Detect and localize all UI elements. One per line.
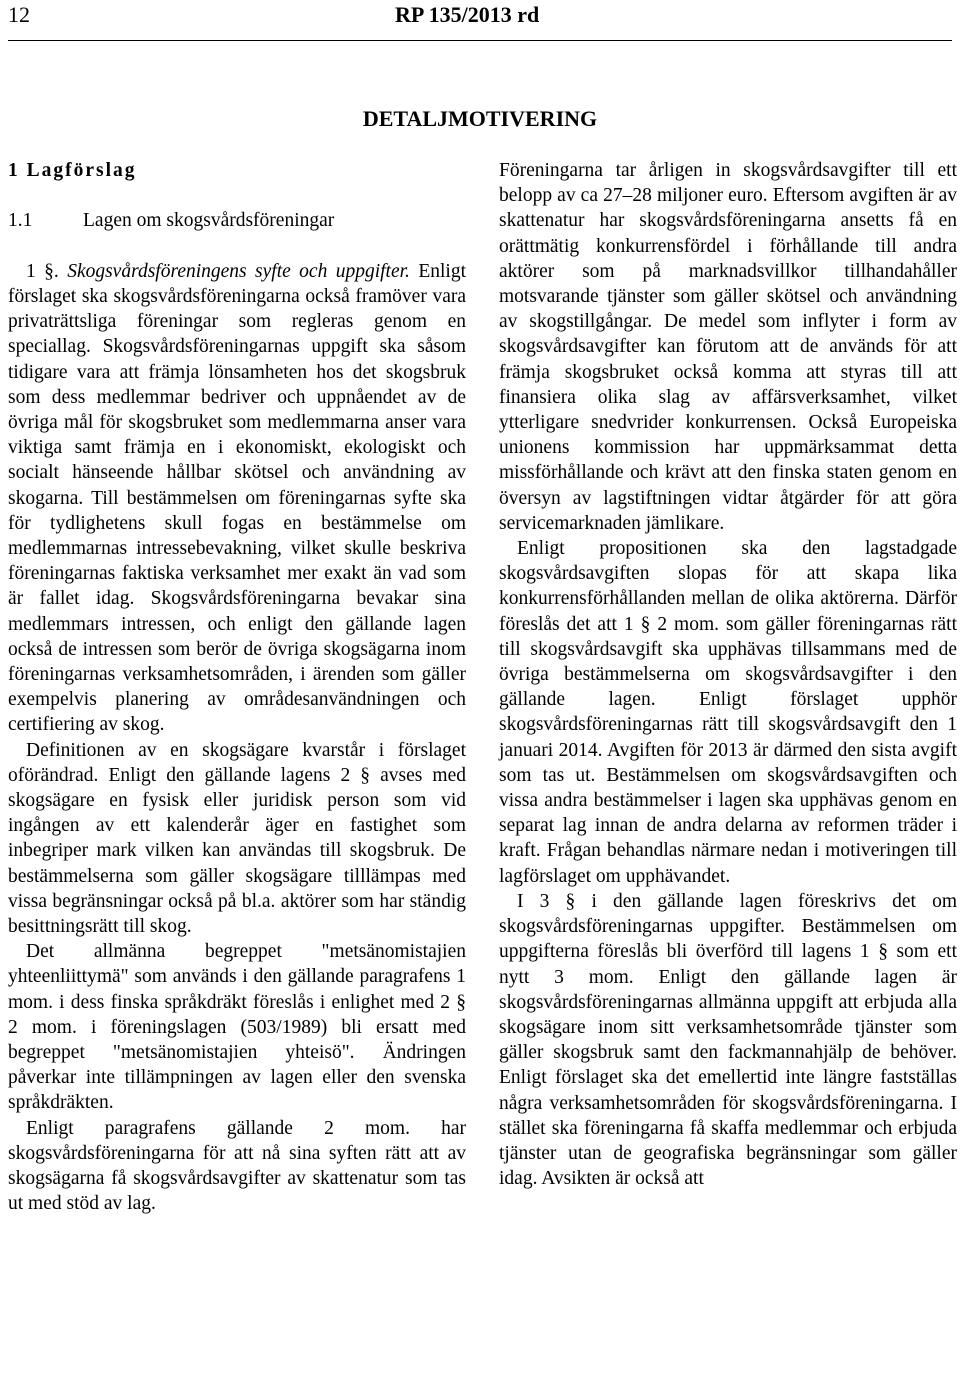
section-1-lead: 1 §.	[26, 260, 59, 282]
right-column	[499, 158, 957, 1191]
heading-lagforslag: 1 Lagförslag	[8, 160, 137, 181]
right-paragraph-2: Enligt propositionen ska den lagstadgade skogsvårdsavgiften slopas för att skapa lika konkurrensförhållanden mellan de olika aktörerna. Därför föreslås det att 1 § 2 mom. som gäller föreningarnas rätt till skogsvårdsavgift ska upphävas tillsammans med de övriga bestämmelserna om skogsvårdsavgifter i den gällande lagen. Enligt förslaget upphör skogsvårdsföreningarnas rätt till skogsvårdsavgift den 1 januari 2014. Avgiften för 2013 är därmed den sista avgift som tas ut. Bestämmelsen om skogsvårdsavgiften och vissa andra bestämmelser i lagen ska upphävas genom en separat lag innan de andra delarna av reformen träder i kraft. Frågan behandlas närmare nedan i motiveringen till lagförslaget om upphävandet.	[499, 538, 957, 887]
left-paragraph-2: Definitionen av en skogsägare kvarstår i förslaget oförändrad. Enligt den gällande lagens 2 § avses med skogsägare en fysisk eller juridisk person som vid ingången av ett kalenderår äger en fastighet som inbegriper mark vilken kan användas till skogsbruk. De bestämmelserna som gäller skogsägare tilllämpas med vissa begränsningar också på bl.a. aktörer som har ständig besittningsrätt till skog.	[8, 739, 466, 938]
left-paragraph-3: Det allmänna begreppet "metsänomistajien yhteenliittymä" som används i den gällande paragrafens 1 mom. i dess finska språkdräkt föreslås i enlighet med 2 § 2 mom. i föreningslagen (503/1989) bli ersatt med begreppet "metsänomistajien yhteisö". Ändringen påverkar inte tillämpningen av lagen eller den svenska språkdräkten.	[8, 941, 466, 1114]
heading2-text: Lagen om skogsvårdsföreningar	[83, 210, 335, 232]
right-paragraph-1: Föreningarna tar årligen in skogsvårdsavgifter till ett belopp av ca 27–28 miljoner euro. Eftersom avgiften är av skattenatur har skogsvårdsföreningarna ansetts få en orättmätig konkurrensfördel i förhållande till andra aktörer som på marknadsvillkor tillhandahåller motsvarande tjänster som gäller skötsel och användning av skogstillgångar. De medel som inflyter i form av skogsvårdsavgifter kan förutom att de används för att främja skogsbruket också komma att styras till att finansiera olika slag av affärsverksamhet, vilket ytterligare snedvrider konkurrensen. Också Europeiska unionens kommission har uppmärksammat detta missförhållande och krävt att den finska staten genom en översyn av lagstiftningen vidtar åtgärder för att göra servicemarknaden jämlikare.	[499, 160, 957, 534]
left-column	[8, 158, 466, 1216]
left-paragraph-1: Enligt förslaget ska skogsvårdsföreningarna också framöver vara privaträttsliga föreningar som regleras genom en speciallag. Skogsvårdsföreningarnas uppgift ska såsom tidigare vara att främja lönsamheten hos det skogsbruk som dess medlemmar bedriver och uppnåendet av de övriga mål för skogsbruket som medlemmarna anser vara viktiga samt främja en i ekonomiskt, ekologiskt och socialt hänseende hållbar skötsel och användning av skogarna. Till bestämmelsen om föreningarnas syfte ska för tydlighetens skull fogas en bestämmelse om medlemmarnas intressebevakning, vilket skulle beskriva föreningarnas faktiska verksamhet mer exakt än vad som är fallet idag. Skogsvårdsföreningarna bevakar sina medlemmars intressen, och enligt den gällande lagen också de intressen som berör de övriga skogsägarna inom föreningarnas verksamhetsområden, i ärenden som gäller exempelvis planering av områdesanvändningen och certifiering av skog.	[8, 260, 467, 736]
heading2-number: 1.1	[8, 210, 33, 232]
section-1-heading: Skogsvårdsföreningens syfte och uppgifter.	[67, 260, 410, 282]
left-paragraph-4: Enligt paragrafens gällande 2 mom. har skogsvårdsföreningarna för att nå sina syften rätt att av skogsägarna få skogsvårdsavgifter av skattenatur som tas ut med stöd av lag.	[8, 1117, 466, 1215]
section-title: DETALJMOTIVERING	[362, 106, 598, 131]
header-rule	[8, 40, 952, 41]
heading-lagen-om-skogsvardsforeningar	[8, 208, 466, 233]
document-id: RP 135/2013 rd	[395, 2, 540, 27]
page-number: 12	[8, 2, 30, 27]
right-paragraph-3: I 3 § i den gällande lagen föreskrivs det om skogsvårdsföreningarnas uppgifter. Bestämmelsen om uppgifterna föreslås bli överförd till lagens 1 § som ett nytt 3 mom. Enligt den gällande lagen är skogsvårdsföreningarnas allmänna uppgift att erbjuda alla skogsägare inom sitt verksamhetsområde tjänster som gäller skogsbruk samt den fackmannahjälp de behöver. Enligt förslaget ska det emellertid inte längre fastställas några verksamhetsområden för skogsvårdsföreningarna. I stället ska föreningarna få skaffa medlemmar och erbjuda tjänster utan de geografiska begränsningar som gäller idag. Avsikten är också att	[499, 890, 957, 1190]
paragraph-1-section	[8, 259, 466, 738]
